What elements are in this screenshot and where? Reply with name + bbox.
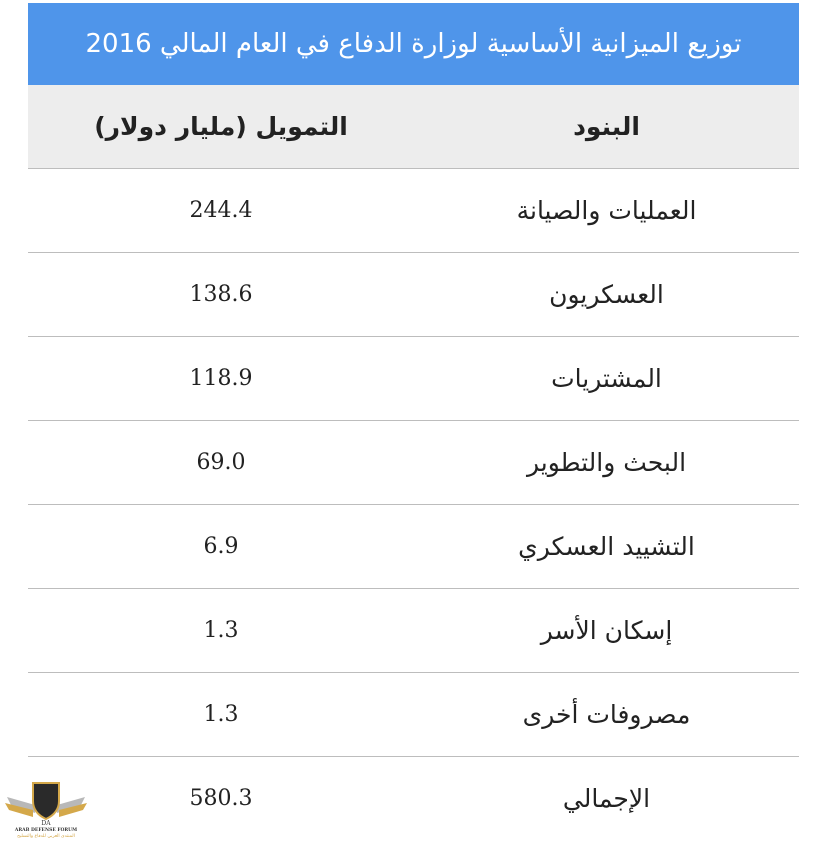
row-value: 244.4: [189, 198, 253, 223]
column-header-item: البنود: [573, 112, 640, 141]
row-item: البحث والتطوير: [526, 448, 687, 477]
row-item: إسكان الأسر: [540, 616, 673, 645]
row-value: 69.0: [196, 450, 246, 475]
shield-icon: [33, 783, 59, 819]
logo-name-en: ARAB DEFENSE FORUM: [14, 828, 78, 833]
row-item: مصروفات أخرى: [522, 700, 691, 729]
row-value: 6.9: [203, 534, 239, 559]
row-item: المشتريات: [551, 364, 662, 393]
table-row: [28, 169, 799, 253]
column-header-value: التمويل (مليار دولار): [94, 112, 348, 141]
logo-initials: DA: [41, 820, 51, 827]
arab-defense-forum-logo: [5, 777, 87, 839]
logo-name-ar: المنتدى العربي للدفاع والتسليح: [17, 834, 75, 839]
row-value-total: 580.3: [189, 786, 253, 811]
row-item: العسكريون: [549, 280, 664, 309]
table-title: توزيع الميزانية الأساسية لوزارة الدفاع في العام المالي 2016: [28, 3, 799, 85]
table-row: [28, 589, 799, 673]
row-item-total: الإجمالي: [562, 784, 651, 813]
row-value: 138.6: [189, 282, 253, 307]
row-item: التشييد العسكري: [518, 532, 695, 561]
table-header-row: [28, 85, 799, 169]
row-value: 118.9: [189, 366, 253, 391]
table-row: [28, 505, 799, 589]
table-row: [28, 673, 799, 757]
row-value: 1.3: [203, 702, 239, 727]
table-row-total: [28, 757, 799, 840]
budget-table: [28, 3, 799, 840]
table-row: [28, 337, 799, 421]
row-item: العمليات والصيانة: [516, 196, 697, 225]
table-row: [28, 253, 799, 337]
row-value: 1.3: [203, 618, 239, 643]
table-row: [28, 421, 799, 505]
